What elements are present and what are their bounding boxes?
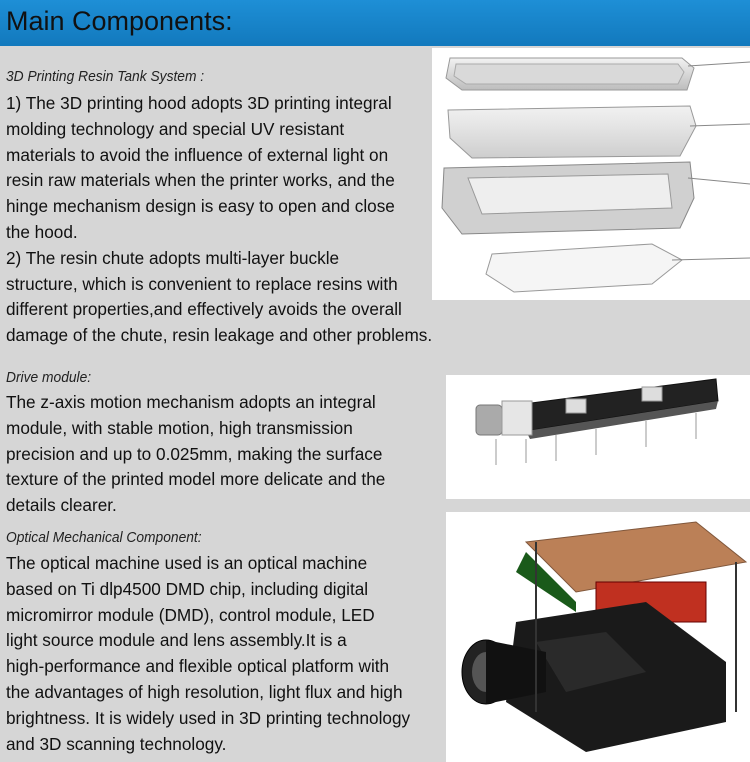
text-line: the hood. xyxy=(6,221,78,242)
text-line: structure, which is convenient to replace resins with xyxy=(6,273,398,294)
drive-module-image xyxy=(446,375,750,499)
text-line: based on Ti dlp4500 DMD chip, including digital xyxy=(6,578,369,599)
drive-module-description xyxy=(6,390,385,519)
text-line: resin raw materials when the printer works, and the xyxy=(6,170,395,191)
text-line: 1) The 3D printing hood adopts 3D printing integral xyxy=(6,93,392,113)
section-title-optical: Optical Mechanical Component: xyxy=(6,529,202,546)
text-line: precision and up to 0.025mm, making the surface xyxy=(6,443,383,464)
optical-engine-image xyxy=(446,512,750,762)
text-line: high-performance and flexible optical platform with xyxy=(6,656,390,677)
resin-tank-image xyxy=(432,48,750,300)
text-line: hinge mechanism design is easy to open and close xyxy=(6,196,395,217)
text-line: The optical machine used is an optical machine xyxy=(6,553,368,573)
text-line: different properties,and effectively avoids the overall xyxy=(6,299,402,320)
section-title-resin-tank: 3D Printing Resin Tank System : xyxy=(6,68,205,85)
text-line: materials to avoid the influence of external light on xyxy=(6,144,389,165)
resin-tank-description xyxy=(6,91,432,349)
text-line: The z-axis motion mechanism adopts an integral xyxy=(6,392,376,412)
text-line: light source module and lens assembly.It is a xyxy=(6,630,347,651)
section-title-drive-module: Drive module: xyxy=(6,369,92,386)
optical-description xyxy=(6,551,410,757)
text-line: 2) The resin chute adopts multi-layer buckle xyxy=(6,247,340,268)
text-line: molding technology and special UV resistant xyxy=(6,118,345,139)
text-line: details clearer. xyxy=(6,495,117,516)
text-line: module, with stable motion, high transmission xyxy=(6,417,353,438)
text-line: texture of the printed model more delicate and the xyxy=(6,469,386,490)
header-bar xyxy=(0,0,750,46)
page-title: Main Components: xyxy=(6,6,233,36)
text-line: brightness. It is widely used in 3D printing technology xyxy=(6,707,411,728)
text-line: and 3D scanning technology. xyxy=(6,733,227,754)
text-line: micromirror module (DMD), control module, LED xyxy=(6,604,375,625)
text-line: the advantages of high resolution, light flux and high xyxy=(6,681,403,702)
text-line: damage of the chute, resin leakage and other problems. xyxy=(6,325,433,346)
